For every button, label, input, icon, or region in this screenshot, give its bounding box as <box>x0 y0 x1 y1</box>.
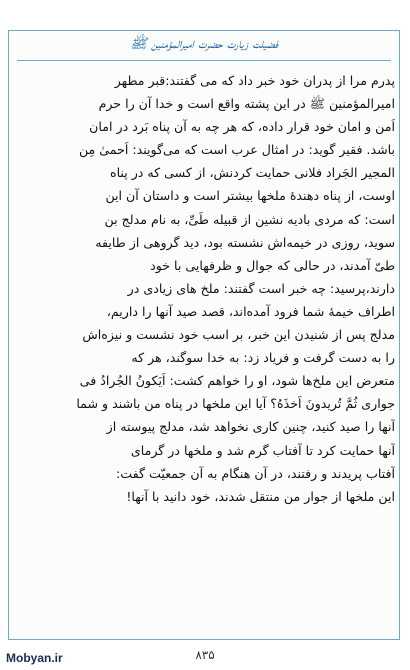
text-line: المجیر الجَراد فلانی حمایت کردنش، از کسی که در پناه <box>109 165 395 181</box>
site-watermark[interactable]: Mobyan.ir <box>6 651 63 665</box>
text-line: دارند،پرسید: چه خبر است گفتند: ملخ های زیادی در <box>127 280 395 296</box>
text-line: اطراف خیمهٔ شما فرود آمده‌اند، قصد صید آنها را داریم، <box>106 303 395 319</box>
text-line: این ملخها از جوار من منتقل شدند، خود دانید با آنها! <box>126 488 395 504</box>
text-line: اَمن و امان خود قرار داده، که هر چه به آن پناه بَرد در امان <box>89 119 395 135</box>
page-number: ۸۳۵ <box>195 648 215 662</box>
text-line: پدرم مرا از پدران خود خبر داد که می گفتند:قبر مطهر <box>114 73 395 88</box>
text-line: است: که مردی بادیه نشین از قبیله طَیِّ، به نام مدلج بن <box>104 211 395 227</box>
text-line: سوید، روزی در خیمه‌اش نشسته بود، دید گروهی از طایفه <box>95 234 395 250</box>
text-line: متعرض این ملخ‌ها شود، او را خواهم کشت: اَیَکونُ الجُرادُ فی <box>79 373 395 389</box>
text-line: را به دست گرفت و فریاد زد: به خدا سوگند، هر که <box>131 350 395 366</box>
text-line: آنها حمایت کرد تا آفتاب گرم شد و ملخها در گرمای <box>130 442 395 458</box>
text-line: مدلج پس از شنیدن این خبر، بر اسب خود نشست و نیزه‌اش <box>82 327 395 343</box>
text-line: اوست، از پناه دهندهٔ ملخها بیشتر است و داستان آن این <box>105 188 395 204</box>
text-line: امیرالمؤمنین ﷺ در این پشته واقع است و خدا آن را حرم <box>98 96 395 112</box>
text-line: آنها را صید کنید، چنین کاری نخواهد شد، مدلج پیوسته از <box>106 419 395 435</box>
page-frame <box>8 30 400 640</box>
text-line: جواری ثُمَّ تُریدونَ اَخذَهُ؟ آیا این ملخها در پناه من باشند و شما <box>76 396 395 412</box>
body-text <box>25 69 395 508</box>
text-line: آفتاب پریدند و رفتند، در آن هنگام به آن جمعیّت گفت: <box>116 465 395 481</box>
text-line: طیّ آمدند، در حالی که جوال و ظرفهایی با خود <box>150 257 395 273</box>
text-line: باشد. فقیر گوید: در امثال عرب است که می‌گویند: اَحمیٰ مِن <box>78 142 395 158</box>
header-divider <box>17 60 391 61</box>
page-header-title: فضیلت زیارت حضرت امیرالمؤمنین ﷺ <box>129 36 279 52</box>
